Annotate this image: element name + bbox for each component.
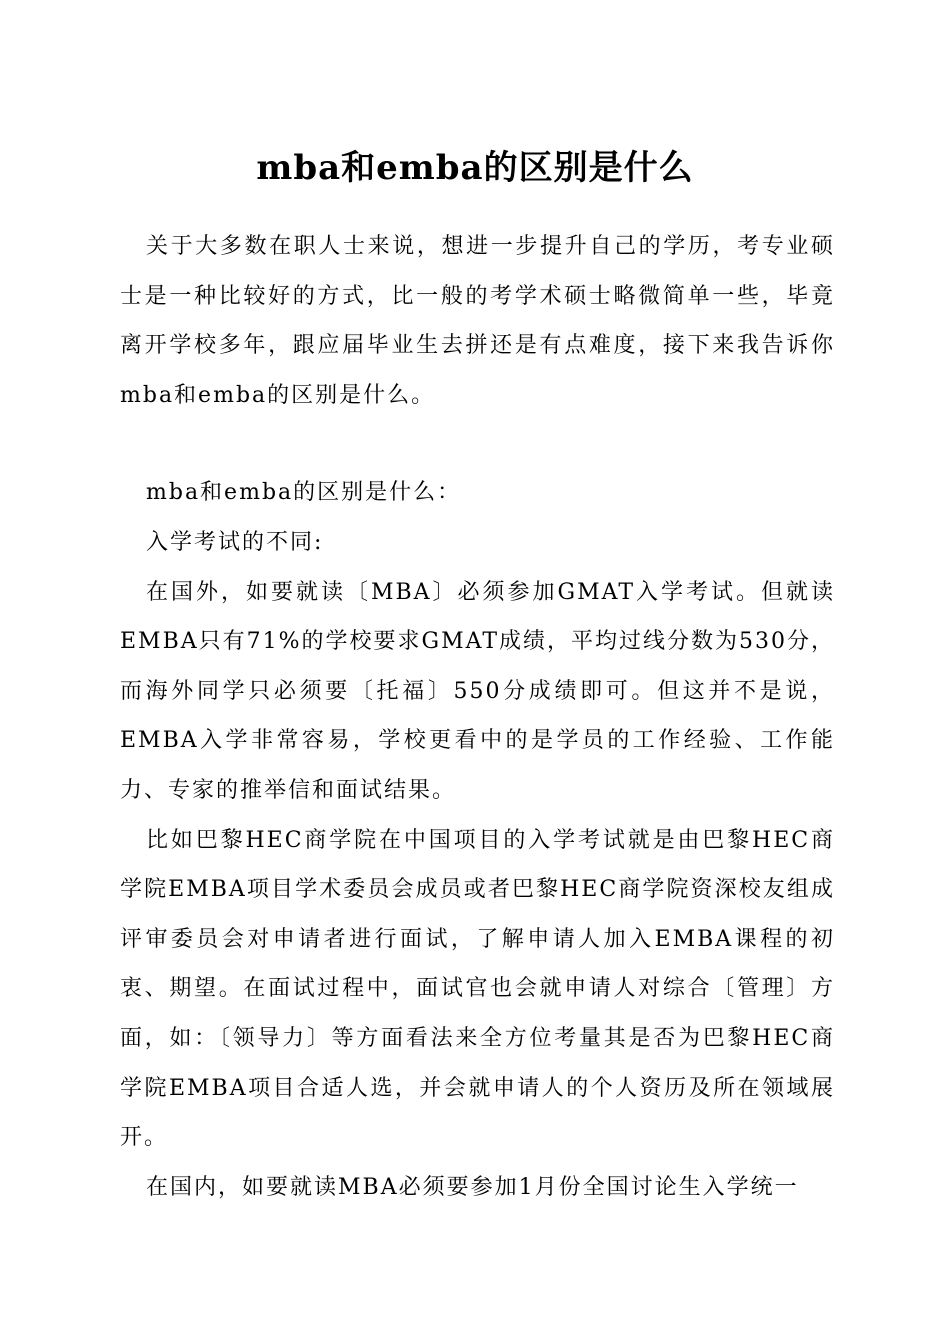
paragraph-hec-example: 比如巴黎HEC商学院在中国项目的入学考试就是由巴黎HEC商学院EMBA项目学术委员会成员或者巴黎HEC商学院资深校友组成评审委员会对申请者进行面试，了解申请人加入EMBA课程的初衷、期望。在面试过程中，面试官也会就申请人对综合〔管理〕方面，如：〔领导力〕等方面看法来全方位考量其是否为巴黎HEC商学院EMBA项目合适人选，并会就申请人的个人资历及所在领域展开。 (120, 827, 835, 1151)
paragraph-section-heading: mba和emba的区别是什么： (146, 480, 462, 506)
paragraph-domestic: 在国内，如要就读MBA必须要参加1月份全国讨论生入学统一 (146, 1174, 799, 1200)
paragraph-intro: 关于大多数在职人士来说，想进一步提升自己的学历，考专业硕士是一种比较好的方式，比一般的考学术硕士略微简单一些，毕竟离开学校多年，跟应届毕业生去拼还是有点难度，接下来我告诉你mba和emba的区别是什么。 (120, 234, 835, 408)
document-title: mba和emba的区别是什么 (256, 148, 694, 188)
document-body (120, 222, 835, 1212)
paragraph-subheading-exam: 入学考试的不同: (146, 529, 324, 555)
paragraph-abroad: 在国外，如要就读〔MBA〕必须参加GMAT入学考试。但就读EMBA只有71%的学校要求GMAT成绩，平均过线分数为530分，而海外同学只必须要〔托福〕550分成绩即可。但这并不是说，EMBA入学非常容易，学校更看中的是学员的工作经验、工作能力、专家的推举信和面试结果。 (120, 579, 835, 803)
